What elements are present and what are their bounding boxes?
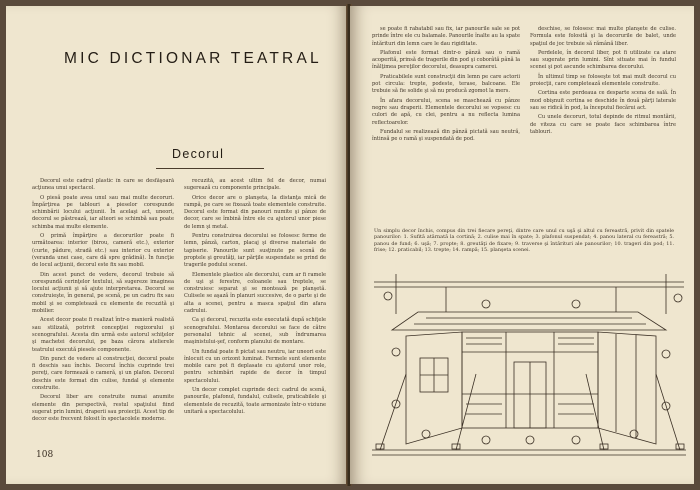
paragraph: Un decor complet cuprinde deci: cadrul de scenă, panourile, plafonul, fundalul, culisele, praticabilele şi elementele de recuzită, toate armonizate într-o viziune unitară a spectacolului. [184,387,326,415]
stage-decor-diagram [366,274,692,460]
right-column-2 [530,26,676,222]
heading-rule [156,168,264,169]
paragraph: Praticabilele sunt construcţii din lemn pe care actorii pot circula: trepte, podeste, terase, balcoane. Ele trebuie să fie solide şi să nu producă zgomot la mers. [372,73,520,95]
paragraph: Plafonul este format dintr-o pânză sau o ramă acoperită, prinsă de tragerile din pod şi coborâtă până la înălţimea pereţilor decorului, deasupra camerei. [372,49,520,71]
page-number: 108 [36,450,54,460]
paragraph: Un fundal poate fi pictat sau neutru, iar uneori este înlocuit cu un orizont luminat. Fermele sunt elemente mobile care pot fi deplasate cu ajutorul unor role, pentru schimbări rapide de decor în timpul spectacolului. [184,348,326,384]
decor-line-drawing [366,274,692,460]
paragraph: O primă împărţire a decorurilor poate fi următoarea: interior (birou, cameră etc.), exterior (curte, pădure, stradă etc.) sau interior cu exterior (veranda unei case, care dă spre grădină). În funcţie de locul acţiunii, decorul este fix sau mobil. [32,233,174,269]
paragraph: Cortina este perdeaua ce desparte scena de sală. În mod obişnuit cortina se deschide în două părţi laterale sau se ridică în pod, la începutul fiecărui act. [530,90,676,111]
paragraph: Acest decor poate fi realizat într-o manieră realistă sau stilizată, potrivit concepţiei regizorului şi scenografului. Acesta din urmă este autorul schiţelor şi machetei decorului, pe baza cărora atelierele teatrului execută piesele componente. [32,317,174,353]
right-column-1 [372,26,520,222]
caption-title: Un simplu decor închis, compus din trei fiecare pereţi, dintre care unul cu uşă şi altul cu fereastră, privit din spatele panourilor: [374,228,674,241]
paragraph: Pentru construirea decorului se folosesc ferme de lemn, pânză, carton, placaj şi diverse materiale de tapiserie. Panourile sunt susţinute pe scenă de proptele şi greutăţi, iar părţile suspendate se prind de tragerile podului scenei. [184,233,326,269]
section-heading: Decorul [172,147,225,161]
left-column-2 [184,178,326,468]
paragraph: Perdelele, în decorul liber, pot fi utilizate ca atare sau sugerate prin lumini. Sînt situate mai în fundul scenei şi pot ascunde schimbarea decorului. [530,49,676,71]
paragraph: Din acest punct de vedere, decorul trebuie să corespundă cerinţelor textului, să sugereze imaginea locului acţiunii şi să ajute interpretarea. Decorul se construieşte, în general, pe scenă, pe un cadru fix sau mobil şi se completează cu elemente de recuzită şi mobilier. [32,271,174,315]
paragraph: În ultimul timp se foloseşte tot mai mult decorul cu proiecţii, care completează elementele construite. [530,73,676,88]
paragraph: Elementele plastice ale decorului, cum ar fi ramele de uşi şi ferestre, coloanele sau treptele, se construiesc separat şi se montează pe planşetă. Culisele se aşază în planuri succesive, de o parte şi de alta a scenei, pentru a masca spaţiul din afara cadrului. [184,271,326,315]
paragraph: se poate fi rabatabil sau fix, iar panourile sale se pot prinde între ele cu balamale. Panourile înalte au la spate întărituri din lemn care le dau rigiditate. [372,26,520,47]
paragraph: deschise, se folosesc mai multe planşete de culise. Formula este folosită şi la decorurile de balet, unde spaţiul de joc trebuie să rămână liber. [530,26,676,47]
right-page [350,6,694,484]
paragraph: Fundalul se realizează din pânză pictată sau neutră, întinsă pe o ramă şi suspendată de pod. [372,128,520,143]
paragraph: Din punct de vedere al construcţiei, decorul poate fi deschis sau închis. Decorul închis cuprinde trei pereţi, care formează o cameră, şi un plafon. Decorul deschis este format din culise, fundal şi elemente construite. [32,355,174,392]
left-page [6,6,348,484]
figure-caption [374,228,674,254]
paragraph: Ca şi decorul, recuzita este executată după schiţele scenografului. Montarea decorului se face de către personalul tehnic al scenei, sub îndrumarea maşinistului-şef, conform planului de montare. [184,317,326,346]
left-column-1 [32,178,174,448]
paragraph: O piesă poate avea unul sau mai multe decoruri. Împărţirea pe tablouri a pieselor corespunde schimbării locului acţiunii. În acelaşi act, uneori, decorul se păstrează, iar alteori se schimbă sau poate schimba mai multe elemente. [32,194,174,230]
caption-body: 1. Sufită atârnată la cortină; 2. culise mai în spate; 3. plafonul suspendat; 4. panou lateral cu fereastră; 5. panou de fund; 6. uşă; 7. propte; 8. greutăţi de fixare; 9. traverse şi întărituri ale panourilor; 10. trageri din pod; 11. frise; 12. praticabil; 13. trepte; 14. rampă; 15. planşeta scenei. [374,234,674,254]
paragraph: recuzită, au acest ultim fel de decor, numai sugerează cu componente principale. [184,178,326,192]
paragraph: Decorul liber are construite numai anumite elemente din perspectivă, restul spaţiului fiind sugerat prin lumini, draperii sau proiecţii. Acest tip de decor este frecvent folosit în spectacolele moderne. [32,394,174,423]
paragraph: Cu unele decoruri, totul depinde de ritmul montării, de viteza cu care se poate face schimbarea între tablouri. [530,114,676,135]
running-title: MIC DICTIONAR TEATRAL [64,50,322,67]
paragraph: În afara decorului, scena se maschează cu pânze negre sau draperii. Elementele decorului se vopsesc cu culori de apă, cu clei, pentru a nu reflecta lumina reflectoarelor. [372,97,520,126]
paragraph: Decorul este cadrul plastic în care se desfăşoară acţiunea unui spectacol. [32,178,174,192]
paragraph: Orice decor are o planşeta, la distanţa mică de rampă, pe care se fixează toate elementele construite. Decorul este format din panouri numite şi pânze de decor, care se îmbină între ele cu ajutorul unor piese de lemn şi metal. [184,194,326,230]
